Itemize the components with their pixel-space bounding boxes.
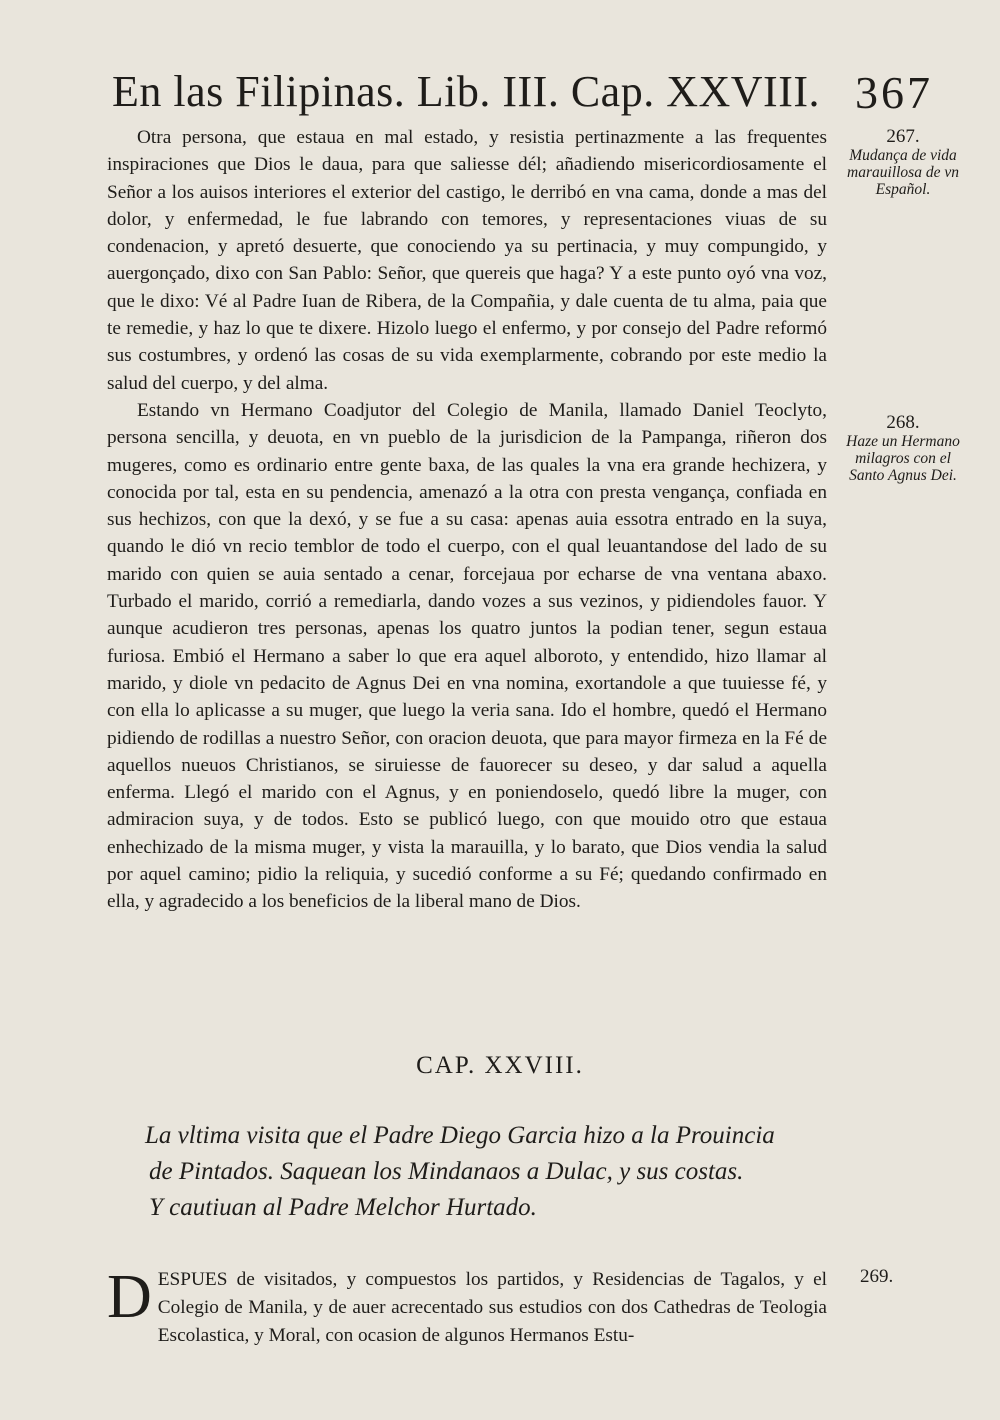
chapter-heading: CAP. XXVIII. [416,1052,584,1079]
chapter-summary-line: Y cautiuan al Padre Melchor Hurtado. [149,1194,537,1221]
running-title: En las Filipinas. Lib. III. Cap. XXVIII. [112,67,820,116]
opening-text: de visitados, y compuestos los partidos, y Residencias de Tagalos, y el Colegio de Manila, y de auer acrecentado sus estudios con dos Cathedras de Teologia Escolastica, y Moral, con ocasion de algunos Hermanos Estu- [157,1269,827,1346]
chapter-summary-line: de Pintados. Saquean los Mindanaos a Dulac, y sus costas. [149,1158,744,1185]
body-text [107,124,827,916]
chapter-summary-line: La vltima visita que el Padre Diego Garcia hizo a la Prouincia [145,1122,775,1149]
margin-note-text: Haze un Hermano milagros con el Santo Agnus Dei. [846,433,960,484]
paragraph-268: Estando vn Hermano Coadjutor del Colegio de Manila, llamado Daniel Teoclyto, persona sencilla, y deuota, en vn pueblo de la jurisdicion de la Pampanga, riñeron dos mugeres, como es ordinario entre gente baxa, de las quales la vna era grande hechizera, y conocida por tal, esta en su pendencia, amenazó a la otra con presta vengança, confiada en sus hechizos, con que la dexó, y se fue a su casa: apenas auia essotra entrado en la suya, quando le dió vn recio temblor de todo el cuerpo, con el qual leuantandose del lado de su marido con quien se auia sentado a cenar, forcejaua por echarse de vna ventana abaxo. Turbado el marido, corrió a remediarla, dando vozes a sus vezinos, y pidiendoles fauor. Y aunque acudieron tres personas, apenas los quatro juntos la podian tener, segun estaua furiosa. Embió el Hermano a saber lo que era aquel alboroto, y entendido, hizo llamar al marido, y diole vn pedacito de Agnus Dei en vna nomina, exortandole a que tuuiesse fé, y con ella lo aplicasse a su muger, que luego la veria sana. Ido el hombre, quedó el Hermano pidiendo de rodillas a nuestro Señor, con oracion deuota, que para mayor firmeza en la Fé de aquellos nueuos Christianos, se siruiesse de fauorecer su deseo, y dar salud a aquella enferma. Llegó el marido con el Agnus, y en poniendoselo, quedó libre la muger, con admiracion suya, y de todos. Esto se publicó luego, con que mouido otro que estaua enhechizado de la misma muger, y vista la marauilla, y lo barato, que Dios vendia la salud por aquel camino; pidio la reliquia, y sucedió conforme a su Fé; quedando confirmado en ella, y agradecido a los beneficios de la liberal mano de Dios. [107,399,827,913]
page-number: 367 [855,67,933,118]
margin-note-number: 267. [886,126,920,147]
margin-note-267 [838,128,968,198]
chapter-summary [145,1118,845,1226]
drop-cap: D [107,1263,152,1331]
paragraph-267: Otra persona, que estaua en mal estado, y resistia pertinazmente a las frequentes inspiraciones que Dios le daua, para que saliesse dél; añadiendo misericordiosamente el Señor a los auisos interiores el exterior del castigo, le derribó en vna cama, donde a mas del dolor, y enfermedad, le fue labrando con temores, y representaciones viuas de su condenacion, y apretó desuerte, que conociendo ya su pertinacia, y muy compungido, y auergonçado, dixo con San Pablo: Señor, que quereis que haga? Y a este punto oyó vna voz, que le dixo: Vé al Padre Iuan de Ribera, de la Compañia, y dale cuenta de tu alma, paia que te remedie, y haz lo que te dixere. Hizolo luego el enfermo, y por consejo del Padre reformó sus costumbres, y ordenó las cosas de su vida exemplarmente, cobrando por este medio la salud del cuerpo, y del alma. [107,127,827,394]
margin-note-268 [838,414,968,484]
margin-note-text: Mudança de vida marauillosa de vn Español. [847,147,959,198]
margin-note-269-number: 269. [860,1266,894,1287]
margin-note-number: 268. [886,412,920,433]
opening-smallcaps: ESPUES [157,1269,228,1290]
opening-paragraph [107,1263,827,1350]
